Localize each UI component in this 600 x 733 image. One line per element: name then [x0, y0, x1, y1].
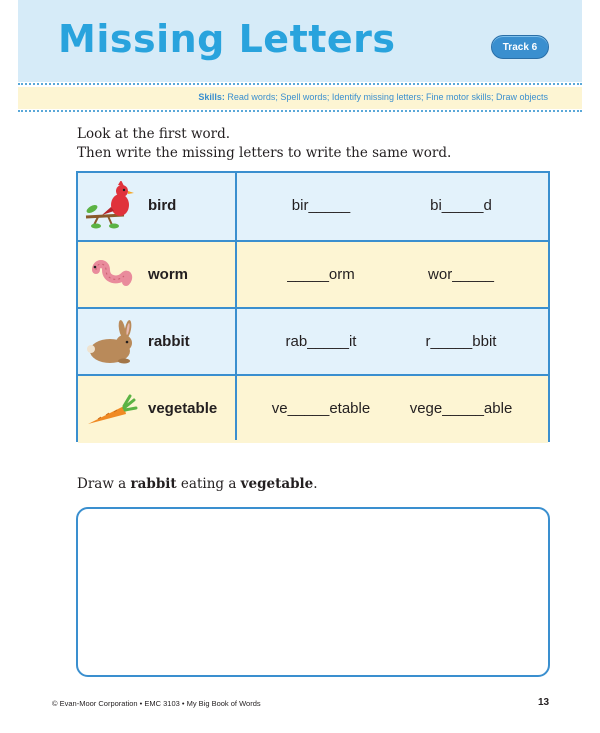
skills-label: Skills:: [198, 92, 225, 102]
carrot-icon: [84, 384, 138, 434]
column-divider: [235, 173, 237, 440]
blank-vegetable-2[interactable]: vege_____able: [409, 400, 513, 417]
instruction-line-2: Then write the missing letters to write the same word.: [77, 145, 452, 161]
draw-prompt-rabbit: rabbit: [130, 476, 177, 492]
draw-prompt-suffix: .: [313, 476, 318, 492]
instructions: [77, 125, 451, 163]
table-row-vegetable: [78, 376, 548, 443]
dotted-divider-bottom: [18, 110, 582, 112]
draw-prompt: [77, 476, 318, 492]
word-bird: bird: [148, 197, 177, 214]
table-row-bird: [78, 173, 548, 240]
worm-icon: [84, 250, 138, 300]
drawing-area[interactable]: [76, 507, 550, 677]
blank-rabbit-2[interactable]: r_____bbit: [425, 333, 497, 350]
rabbit-icon: [84, 317, 138, 367]
draw-prompt-prefix: Draw a: [77, 476, 131, 492]
bird-icon: [84, 181, 138, 231]
draw-prompt-vegetable: vegetable: [240, 476, 314, 492]
word-rabbit: rabbit: [148, 333, 190, 350]
skills-line: [198, 92, 548, 102]
blank-vegetable-1[interactable]: ve_____etable: [271, 400, 371, 417]
table-row-rabbit: [78, 309, 548, 376]
blank-worm-2[interactable]: wor_____: [428, 266, 494, 283]
track-badge[interactable]: Track 6: [491, 35, 549, 59]
draw-prompt-middle: eating a: [176, 476, 241, 492]
instruction-line-1: Look at the first word.: [77, 126, 231, 142]
footer-credit: © Evan-Moor Corporation • EMC 3103 • My Big Book of Words: [52, 699, 261, 708]
page-number: 13: [538, 697, 550, 708]
blank-bird-1[interactable]: bir_____: [291, 197, 351, 214]
word-vegetable: vegetable: [148, 400, 218, 417]
blank-worm-1[interactable]: _____orm: [287, 266, 355, 283]
dotted-divider-top: [18, 83, 582, 85]
blank-rabbit-1[interactable]: rab_____it: [285, 333, 357, 350]
table-row-worm: [78, 242, 548, 309]
blank-bird-2[interactable]: bi_____d: [430, 197, 492, 214]
skills-band: [18, 87, 582, 109]
word-table: [76, 171, 550, 442]
word-worm: worm: [148, 266, 189, 283]
skills-text: Read words; Spell words; Identify missing letters; Fine motor skills; Draw objects: [227, 92, 548, 102]
page-title: Missing Letters: [58, 17, 396, 61]
